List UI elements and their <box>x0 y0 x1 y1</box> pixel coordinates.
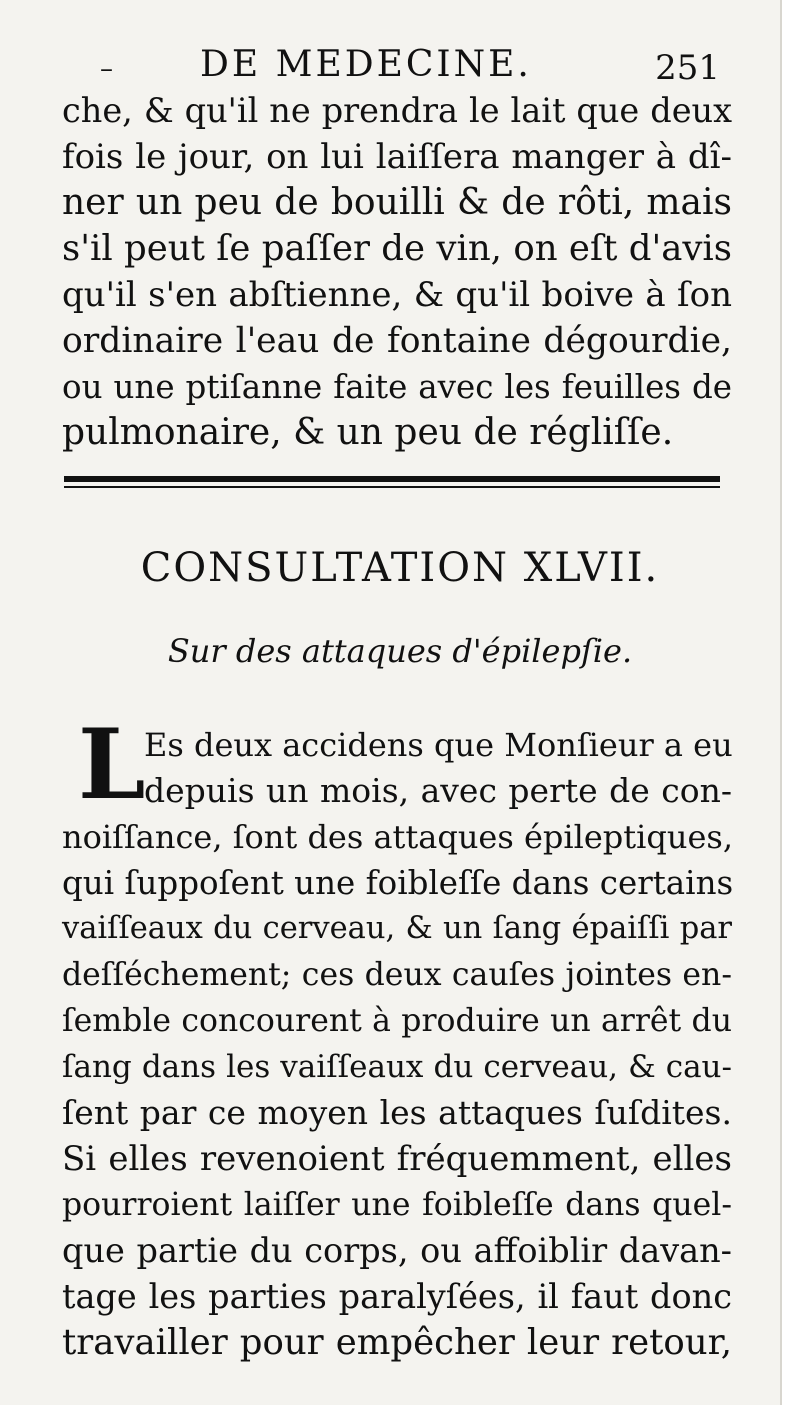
text-line: che, & qu'il ne prendra le lait que deux <box>62 91 732 130</box>
text-line: ordinaire l'eau de fontaine dégourdie, <box>62 321 732 361</box>
page-header <box>100 42 720 92</box>
consultation-subtitle: Sur des attaques d'épilepſie. <box>167 632 633 670</box>
text-line: pourroient laiſſer une foibleſſe dans quel- <box>62 1187 732 1223</box>
text-line: vaiſſeaux du cerveau, & un ſang épaiſſi par <box>62 911 732 946</box>
text-line: ou une ptiſanne faite avec les feuilles de <box>62 368 732 406</box>
text-line: qui ſuppoſent une foibleſſe dans certains <box>62 864 734 902</box>
consultation-body <box>62 708 734 1366</box>
running-title: DE MEDECINE. <box>200 44 532 85</box>
text-line: fois le jour, on lui laiſſera manger à dî- <box>62 137 732 177</box>
continued-text <box>62 88 732 456</box>
text-line: que partie du corps, ou affoiblir davan- <box>62 1231 732 1270</box>
section-divider-thick <box>64 476 720 482</box>
header-dash: – <box>100 54 113 84</box>
consultation-title: CONSULTATION XLVII. <box>140 545 660 591</box>
text-line: ſemble concourent à produire un arrêt du <box>62 1003 732 1039</box>
text-line: noiſſance, ſont des attaques épileptiques, <box>62 818 733 856</box>
text-line: s'il peut ſe paſſer de vin, on eſt d'avis <box>62 228 732 269</box>
text-line: travailler pour empêcher leur retour, <box>62 1322 732 1363</box>
text-line: tage les parties paralyſées, il faut donc <box>62 1277 732 1316</box>
text-line: deſſéchement; ces deux cauſes jointes en- <box>62 957 732 993</box>
section-divider-thin <box>64 486 720 488</box>
text-line: depuis un mois, avec perte de con- <box>144 771 732 810</box>
text-line: Es deux accidens que Monſieur a eu <box>144 726 733 764</box>
text-line: Si elles revenoient fréquemment, elles <box>62 1139 732 1179</box>
text-line: ner un peu de bouilli & de rôti, mais <box>62 182 732 223</box>
text-line: pulmonaire, & un peu de régliſſe. <box>62 412 674 453</box>
text-line: ſent par ce moyen les attaques ſuſdites. <box>62 1093 732 1132</box>
text-line: ſang dans les vaiſſeaux du cerveau, & cau- <box>62 1049 732 1085</box>
page-number: 251 <box>655 48 720 88</box>
text-line: qu'il s'en abſtienne, & qu'il boive à ſon <box>62 275 732 315</box>
drop-cap: L <box>78 708 146 821</box>
